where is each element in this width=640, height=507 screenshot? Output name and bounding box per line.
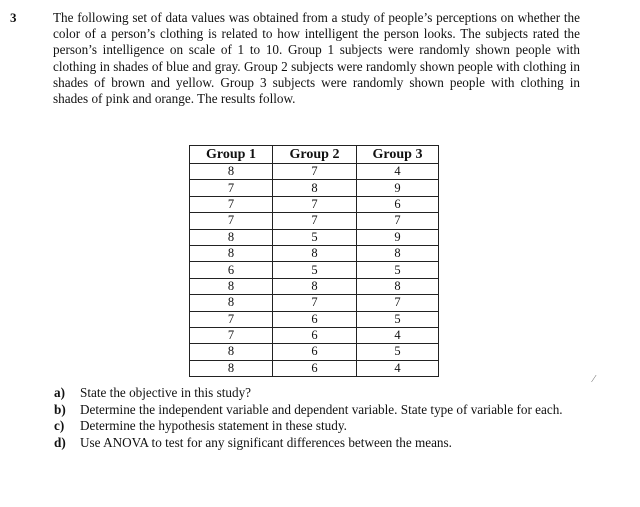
table-cell: 8 [357, 278, 439, 294]
table-body [190, 164, 439, 377]
table-cell: 4 [357, 327, 439, 343]
table-cell: 8 [273, 245, 357, 261]
table-cell: 8 [190, 229, 273, 245]
subquestion-text: State the objective in this study? [80, 385, 252, 400]
table-cell: 8 [357, 245, 439, 261]
column-header-group-3: Group 3 [357, 146, 439, 164]
table-cell: 4 [357, 164, 439, 180]
table-row [190, 295, 439, 311]
table-cell: 8 [190, 360, 273, 376]
table-cell: 6 [273, 327, 357, 343]
subquestion-text: Determine the independent variable and dependent variable. State type of variable for each. [80, 401, 563, 417]
subquestion-a [54, 385, 594, 401]
table-cell: 9 [357, 180, 439, 196]
table-cell: 5 [357, 311, 439, 327]
table-cell: 8 [190, 344, 273, 360]
table-cell: 6 [273, 311, 357, 327]
table-cell: 5 [273, 229, 357, 245]
table-cell: 7 [190, 327, 273, 343]
table-cell: 7 [190, 213, 273, 229]
table-row [190, 360, 439, 376]
column-header-group-1: Group 1 [190, 146, 273, 164]
table-cell: 6 [190, 262, 273, 278]
table-row [190, 327, 439, 343]
table-row [190, 180, 439, 196]
table-cell: 8 [190, 278, 273, 294]
table-row [190, 229, 439, 245]
table-cell: 8 [190, 295, 273, 311]
column-header-group-2: Group 2 [273, 146, 357, 164]
table-row [190, 311, 439, 327]
table-row [190, 164, 439, 180]
table-row [190, 213, 439, 229]
table-cell: 4 [357, 360, 439, 376]
subquestion-c [54, 418, 594, 434]
table-row [190, 196, 439, 212]
table-cell: 7 [273, 213, 357, 229]
subquestion-text: Use ANOVA to test for any significant differences between the means. [80, 434, 452, 450]
subquestion-text: Determine the hypothesis statement in these study. [80, 418, 347, 434]
table-cell: 7 [357, 213, 439, 229]
table-row [190, 344, 439, 360]
table-cell: 7 [190, 180, 273, 196]
table-cell: 7 [273, 164, 357, 180]
table-cell: 9 [357, 229, 439, 245]
table-cell: 8 [273, 180, 357, 196]
subquestion-label: a) [54, 385, 65, 400]
pen-mark: ⁄ [593, 374, 595, 385]
table-cell: 8 [190, 245, 273, 261]
table-row [190, 262, 439, 278]
table-cell: 7 [190, 311, 273, 327]
subquestion-label: c) [54, 418, 65, 434]
table-cell: 8 [190, 164, 273, 180]
table-cell: 5 [357, 262, 439, 278]
table-cell: 8 [273, 278, 357, 294]
table-cell: 7 [273, 196, 357, 212]
table-cell: 6 [273, 344, 357, 360]
subquestion-d [54, 435, 594, 451]
question-intro-text: The following set of data values was obtained from a study of people’s perceptions on whether the color of a person’s clothing is related to how intelligent the person looks. The subjects rated the person’s intelligence on scale of 1 to 10. Group 1 subjects were randomly shown people with clothing in shades of blue and gray. Group 2 subjects were randomly shown people with clothing in shades of brown and yellow. Group 3 subjects were randomly shown people with clothing in shades of pink and orange. The results follow. [53, 10, 580, 107]
data-table [189, 145, 439, 377]
table-cell: 5 [273, 262, 357, 278]
table-cell: 7 [190, 196, 273, 212]
subquestion-label: b) [54, 401, 66, 417]
table-cell: 6 [273, 360, 357, 376]
table-row [190, 278, 439, 294]
table-cell: 7 [357, 295, 439, 311]
question-number: 3 [10, 10, 17, 25]
table-cell: 7 [273, 295, 357, 311]
table-header-row [190, 146, 439, 164]
subquestion-list [54, 385, 594, 451]
table-row [190, 245, 439, 261]
subquestion-b [54, 402, 594, 418]
table-cell: 5 [357, 344, 439, 360]
subquestion-label: d) [54, 434, 66, 450]
table-cell: 6 [357, 196, 439, 212]
